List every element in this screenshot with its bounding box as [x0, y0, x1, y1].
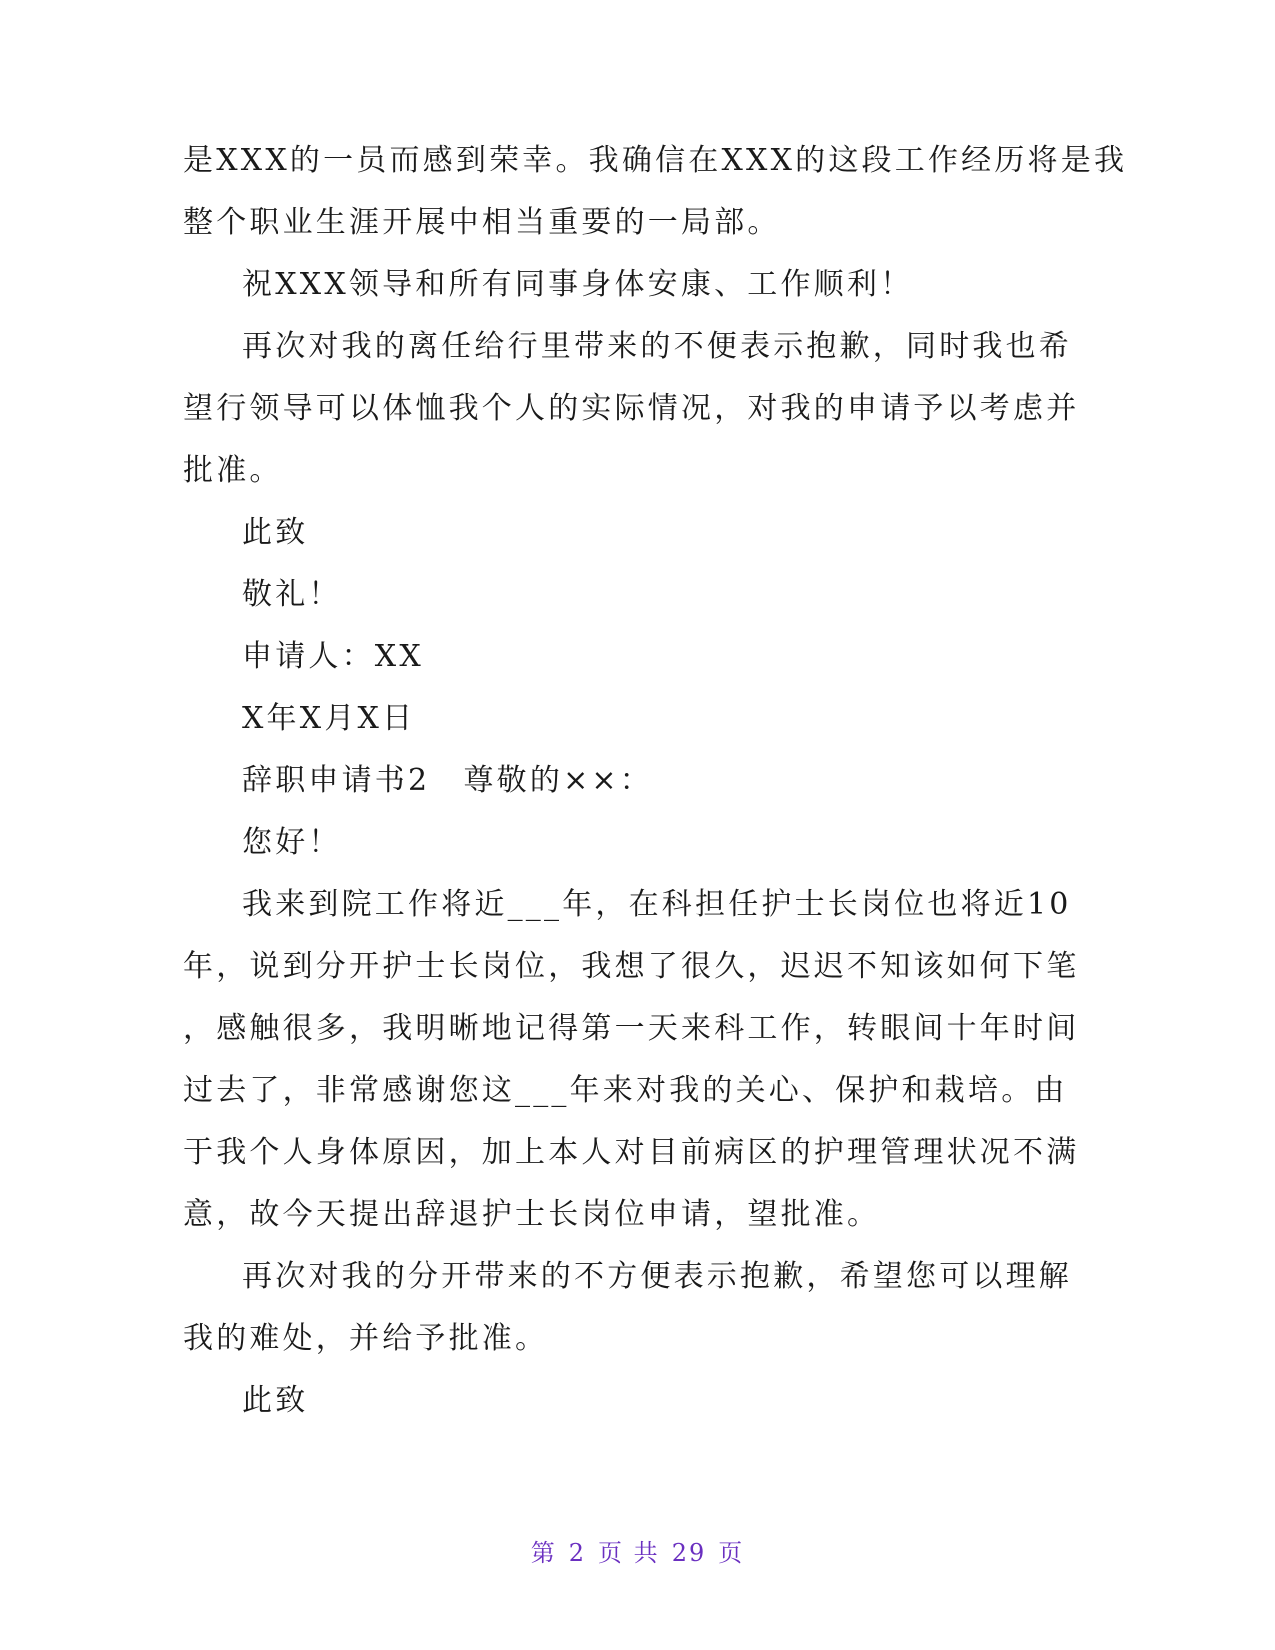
paragraph-line: 整个职业生涯开展中相当重要的一局部。 — [183, 205, 781, 240]
page-number-footer — [0, 1537, 1275, 1569]
page-label-suffix: 页 — [718, 1539, 745, 1567]
paragraph-line: 祝XXX领导和所有同事身体安康、工作顺利！ — [242, 267, 914, 302]
salutation-line: 敬礼！ — [242, 577, 342, 612]
paragraph-line: 我来到院工作将近___年，在科担任护士长岗位也将近10 — [242, 887, 1072, 922]
page-label-prefix: 第 — [530, 1539, 557, 1567]
paragraph-line: 再次对我的分开带来的不方便表示抱歉，希望您可以理解 — [242, 1259, 1072, 1294]
paragraph-line: 过去了，非常感谢您这___年来对我的关心、保护和栽培。由 — [183, 1073, 1068, 1108]
greeting-line: 您好！ — [242, 825, 342, 860]
date-line: X年X月X日 — [242, 701, 416, 736]
closing-line: 此致 — [242, 1383, 309, 1418]
paragraph-line: 我的难处，并给予批准。 — [183, 1321, 549, 1356]
closing-line: 此致 — [242, 515, 309, 550]
paragraph-line: 批准。 — [183, 453, 283, 488]
paragraph-line: 再次对我的离任给行里带来的不便表示抱歉，同时我也希 — [242, 329, 1072, 364]
paragraph-line: 年，说到分开护士长岗位，我想了很久，迟迟不知该如何下笔 — [183, 949, 1080, 984]
paragraph-line: 望行领导可以体恤我个人的实际情况，对我的申请予以考虑并 — [183, 391, 1080, 426]
applicant-line: 申请人：XX — [242, 639, 424, 674]
paragraph-line: 意，故今天提出辞退护士长岗位申请，望批准。 — [183, 1197, 881, 1232]
page-label-mid: 页 共 — [598, 1539, 660, 1567]
paragraph-line: 于我个人身体原因，加上本人对目前病区的护理管理状况不满 — [183, 1135, 1080, 1170]
paragraph-line: 是XXX的一员而感到荣幸。我确信在XXX的这段工作经历将是我 — [183, 143, 1128, 178]
section-heading: 辞职申请书2 尊敬的××： — [242, 763, 653, 798]
page-current: 2 — [568, 1539, 587, 1567]
page-total: 29 — [671, 1539, 707, 1567]
paragraph-line: ，感触很多，我明晰地记得第一天来科工作，转眼间十年时间 — [183, 1011, 1080, 1046]
